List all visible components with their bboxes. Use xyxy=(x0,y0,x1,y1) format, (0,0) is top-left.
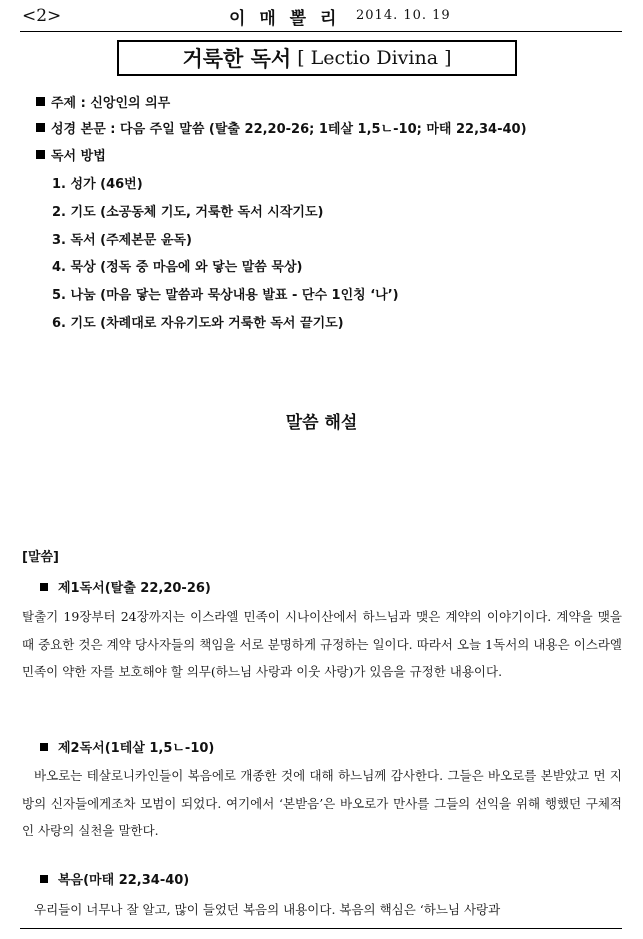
reading-heading: 제1독서(탈출 22,20-26) xyxy=(40,577,211,596)
section-title: 말씀 해설 xyxy=(285,413,358,433)
publication-title: 이 매 뽈 리 xyxy=(229,9,341,29)
square-bullet-icon xyxy=(36,97,45,106)
scripture-line: 성경 본문 : 다음 주일 말씀 (탈출 22,20-26; 1테살 1,5ㄴ-10; 마태 22,34-40) xyxy=(36,118,527,137)
reading-heading: 복음(마태 22,34-40) xyxy=(40,869,189,888)
square-bullet-icon xyxy=(40,583,48,591)
square-bullet-icon xyxy=(40,743,48,751)
reading-text: 탈출기 19장부터 24장까지는 이스라엘 민족이 시나이산에서 하느님과 맺은 계약의 이야기이다. 계약을 맺을 때 중요한 것은 계약 당사자들의 책임을 서로 분명하게 규정하는 일이다. 따라서 오늘 1독서의 내용은 이스라엘 민족이 약한 자를 보호해야 할 의무(하느님 사랑과 이웃 사랑)가 있음을 규정한 내용이다. xyxy=(22,609,622,679)
header-divider xyxy=(20,31,622,32)
method-line: 독서 방법 xyxy=(36,145,106,164)
title-korean: 거룩한 독서 xyxy=(182,47,292,71)
step-item: 4. 묵상 (정독 중 마음에 와 닿는 말씀 묵상) xyxy=(52,260,303,275)
reading-heading: 제2독서(1테살 1,5ㄴ-10) xyxy=(40,737,214,756)
document-title-box xyxy=(117,40,517,76)
step-item: 3. 독서 (주제본문 윤독) xyxy=(52,233,192,248)
square-bullet-icon xyxy=(40,875,48,883)
page-number: <2> xyxy=(22,6,62,26)
step-item: 2. 기도 (소공동체 기도, 거룩한 독서 시작기도) xyxy=(52,205,324,220)
footer-divider xyxy=(20,928,622,929)
theme-line: 주제 : 신앙인의 의무 xyxy=(36,92,170,111)
word-label: [말씀] xyxy=(22,550,59,565)
step-item: 6. 기도 (차례대로 자유기도와 거룩한 독서 끝기도) xyxy=(52,316,344,331)
publication-date: 2014. 10. 19 xyxy=(356,8,451,23)
square-bullet-icon xyxy=(36,150,45,159)
reading-text: 바오로는 테살로니카인들이 복음에로 개종한 것에 대해 하느님께 감사한다. 그들은 바오로를 본받았고 먼 지방의 신자들에게조차 모범이 되었다. 여기에서 ‘본받음’은 바오로가 만사를 그들의 선익을 위해 행했던 구체적인 사랑의 실천을 말한다. xyxy=(22,768,622,838)
reading-text: 우리들이 너무나 잘 알고, 많이 들었던 복음의 내용이다. 복음의 핵심은 ‘하느님 사랑과 xyxy=(34,902,501,917)
square-bullet-icon xyxy=(36,123,45,132)
step-item: 5. 나눔 (마음 닿는 말씀과 묵상내용 발표 - 단수 1인칭 ‘나’) xyxy=(52,288,399,303)
step-item: 1. 성가 (46번) xyxy=(52,177,143,192)
title-latin: [ Lectio Divina ] xyxy=(297,47,452,69)
